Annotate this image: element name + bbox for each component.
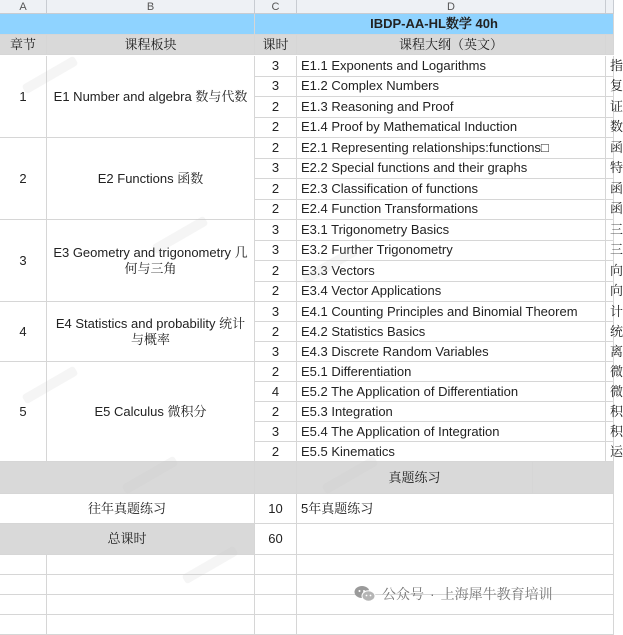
topic-name-text: E2.4 Function Transformations [301, 201, 479, 217]
sheet-title[interactable] [255, 14, 614, 35]
topic-extra-text: 函 [610, 139, 623, 155]
total-label[interactable] [0, 524, 255, 555]
empty-cell-a[interactable] [0, 595, 47, 615]
topic-extra[interactable] [606, 442, 623, 462]
column-header-d[interactable] [297, 0, 606, 14]
topic-name-text: E5.1 Differentiation [301, 363, 412, 379]
topic-name-text: E2.1 Representing relationships:functions□ [301, 139, 549, 155]
column-header-d-text: D [447, 0, 455, 13]
chapter-number-text: 4 [19, 323, 27, 339]
topic-hours[interactable] [255, 56, 297, 77]
topic-extra-text: 离 [610, 343, 623, 359]
topic-hours[interactable] [255, 302, 297, 322]
topic-name-text: E5.2 The Application of Differentiation [301, 383, 519, 399]
practice-hours[interactable] [255, 494, 297, 524]
total-label-text: 总课时 [107, 531, 147, 546]
topic-hours-text: 3 [271, 343, 280, 359]
topic-extra-text: 向 [610, 262, 623, 278]
practice-desc-text: 5年真题练习 [301, 500, 374, 516]
topic-hours[interactable] [255, 322, 297, 342]
topic-name-text: E3.3 Vectors [301, 262, 375, 278]
topic-hours-text: 2 [271, 283, 280, 299]
chapter-number[interactable] [0, 362, 47, 462]
empty-cell-b[interactable] [47, 615, 255, 635]
topic-extra-text: 指 [610, 57, 623, 73]
topic-extra[interactable] [606, 97, 623, 118]
topic-extra[interactable] [606, 282, 623, 303]
practice-label-text: 往年真题练习 [87, 500, 166, 516]
topic-extra[interactable] [606, 322, 623, 342]
header-hours-text: 课时 [262, 36, 289, 52]
topic-extra-text: 函 [610, 180, 623, 196]
chapter-module[interactable] [47, 138, 255, 220]
empty-cell-c[interactable] [255, 555, 297, 575]
column-header-a[interactable] [0, 0, 47, 14]
empty-cell-b[interactable] [47, 555, 255, 575]
total-rest[interactable] [297, 524, 614, 555]
empty-cell-a[interactable] [0, 615, 47, 635]
topic-name-text: E3.4 Vector Applications [301, 283, 442, 299]
topic-hours-text: 2 [271, 443, 280, 459]
topic-name[interactable] [297, 97, 606, 118]
chapter-module-text: E5 Calculus 微积分 [94, 403, 207, 419]
section-left[interactable] [0, 462, 255, 494]
topic-extra-text: 函 [610, 201, 623, 217]
topic-extra-text: 向 [610, 283, 623, 299]
topic-hours[interactable] [255, 261, 297, 282]
header-module[interactable] [47, 35, 255, 55]
topic-hours[interactable] [255, 200, 297, 221]
topic-name[interactable] [297, 302, 606, 322]
topic-hours-text: 2 [271, 201, 280, 217]
chapter-module-text: E4 Statistics and probability 统计与概率 [55, 315, 246, 347]
topic-name[interactable] [297, 402, 606, 422]
chapter-number-text: 1 [19, 88, 27, 104]
topic-name-text: E1.4 Proof by Mathematical Induction [301, 119, 518, 135]
topic-name-text: E2.3 Classification of functions [301, 180, 479, 196]
topic-name-text: E5.3 Integration [301, 403, 393, 419]
topic-hours-text: 2 [271, 119, 280, 135]
topic-hours[interactable] [255, 442, 297, 462]
footer-name: 上海犀牛教育培训 [440, 586, 553, 602]
topic-name[interactable] [297, 422, 606, 442]
chapter-module-text: E1 Number and algebra 数与代数 [53, 88, 248, 104]
topic-extra-text: 微 [610, 363, 623, 379]
column-header-c-text: C [271, 0, 280, 13]
topic-extra[interactable] [606, 241, 623, 262]
header-chapter-text: 章节 [9, 36, 36, 52]
topic-extra-text: 积 [610, 423, 623, 439]
chapter-module[interactable] [47, 56, 255, 138]
topic-name[interactable] [297, 382, 606, 402]
topic-hours-text: 3 [271, 160, 280, 176]
empty-cell-d[interactable] [297, 615, 614, 635]
total-hours[interactable] [255, 524, 297, 555]
topic-name-text: E3.1 Trigonometry Basics [301, 221, 450, 237]
topic-hours-text: 3 [271, 423, 280, 439]
topic-hours-text: 2 [271, 363, 280, 379]
empty-cell-c[interactable] [255, 615, 297, 635]
topic-name-text: E1.1 Exponents and Logarithms [301, 57, 487, 73]
topic-name-text: E4.2 Statistics Basics [301, 323, 426, 339]
section-mid[interactable] [255, 462, 297, 494]
column-header-c[interactable] [255, 0, 297, 14]
topic-name[interactable] [297, 179, 606, 200]
topic-hours[interactable] [255, 138, 297, 159]
empty-cell-c[interactable] [255, 595, 297, 615]
topic-name[interactable] [297, 442, 606, 462]
column-header-b[interactable] [47, 0, 255, 14]
topic-name[interactable] [297, 138, 606, 159]
topic-hours-text: 3 [271, 221, 280, 237]
section-title-text: 真题练习 [388, 469, 441, 485]
footer-prefix: 公众号 [382, 586, 424, 602]
topic-hours-text: 2 [271, 262, 280, 278]
topic-extra[interactable] [606, 362, 623, 382]
topic-hours[interactable] [255, 159, 297, 180]
topic-extra[interactable] [606, 422, 623, 442]
chapter-number-text: 2 [19, 170, 27, 186]
topic-hours-text: 3 [271, 78, 280, 94]
topic-extra-text: 三 [610, 221, 623, 237]
chapter-module[interactable] [47, 362, 255, 462]
topic-hours[interactable] [255, 118, 297, 139]
topic-extra-text: 数 [610, 119, 623, 135]
empty-cell-a[interactable] [0, 575, 47, 595]
chapter-module[interactable] [47, 220, 255, 302]
topic-hours-text: 3 [271, 242, 280, 258]
topic-name[interactable] [297, 282, 606, 303]
chapter-module-text: E2 Functions 函数 [97, 170, 204, 186]
topic-name[interactable] [297, 261, 606, 282]
chapter-number-text: 3 [19, 252, 27, 268]
chapter-module[interactable] [47, 302, 255, 362]
topic-hours-text: 2 [271, 98, 280, 114]
chapter-number[interactable] [0, 56, 47, 138]
total-hours-text: 60 [268, 531, 283, 546]
topic-name[interactable] [297, 241, 606, 262]
topic-extra-text: 统 [610, 323, 623, 339]
chapter-number[interactable] [0, 302, 47, 362]
topic-extra[interactable] [606, 261, 623, 282]
topic-hours-text: 3 [271, 303, 280, 319]
topic-hours[interactable] [255, 220, 297, 241]
topic-extra[interactable] [606, 56, 623, 77]
section-title[interactable] [297, 462, 533, 494]
topic-hours[interactable] [255, 362, 297, 382]
chapter-number[interactable] [0, 220, 47, 302]
topic-name[interactable] [297, 200, 606, 221]
topic-extra-text: 微 [610, 383, 623, 399]
header-outline[interactable] [297, 35, 606, 55]
topic-name-text: E5.4 The Application of Integration [301, 423, 500, 439]
footer-watermark [354, 584, 553, 604]
topic-hours[interactable] [255, 402, 297, 422]
topic-name-text: E2.2 Special functions and their graphs [301, 160, 528, 176]
footer-dot: · [430, 586, 435, 602]
topic-name[interactable] [297, 77, 606, 98]
topic-extra[interactable] [606, 302, 623, 322]
chapter-number[interactable] [0, 138, 47, 220]
topic-name[interactable] [297, 220, 606, 241]
chapter-number-text: 5 [19, 403, 27, 419]
column-header-e[interactable] [606, 0, 614, 14]
topic-extra[interactable] [606, 200, 623, 221]
header-module-text: 课程板块 [124, 36, 177, 52]
topic-extra-text: 复 [610, 78, 623, 94]
empty-cell-b[interactable] [47, 575, 255, 595]
empty-cell-d[interactable] [297, 555, 614, 575]
topic-name-text: E1.3 Reasoning and Proof [301, 98, 454, 114]
topic-hours[interactable] [255, 342, 297, 362]
topic-extra-text: 三 [610, 242, 623, 258]
topic-extra-text: 特 [610, 160, 623, 176]
section-right[interactable] [533, 462, 614, 494]
topic-extra[interactable] [606, 220, 623, 241]
column-header-b-text: B [146, 0, 155, 13]
topic-name-text: E3.2 Further Trigonometry [301, 242, 453, 258]
topic-name[interactable] [297, 342, 606, 362]
topic-extra[interactable] [606, 402, 623, 422]
topic-extra[interactable] [606, 342, 623, 362]
topic-hours[interactable] [255, 179, 297, 200]
chapter-module-text: E3 Geometry and trigonometry 几何与三角 [53, 244, 248, 276]
topic-hours-text: 2 [271, 403, 280, 419]
empty-cell-b[interactable] [47, 595, 255, 615]
empty-cell-c[interactable] [255, 575, 297, 595]
practice-hours-text: 10 [268, 500, 283, 516]
topic-extra[interactable] [606, 179, 623, 200]
topic-name[interactable] [297, 362, 606, 382]
topic-hours[interactable] [255, 97, 297, 118]
topic-extra-text: 计 [610, 303, 623, 319]
title-bar-left[interactable] [0, 14, 255, 35]
topic-name[interactable] [297, 118, 606, 139]
topic-extra-text: 积 [610, 403, 623, 419]
header-extra[interactable] [606, 35, 614, 55]
topic-hours[interactable] [255, 77, 297, 98]
header-chapter[interactable] [0, 35, 47, 55]
topic-hours-text: 2 [271, 323, 280, 339]
topic-extra[interactable] [606, 118, 623, 139]
topic-extra-text: 证 [610, 98, 623, 114]
topic-name-text: E4.1 Counting Principles and Binomial Theorem [301, 303, 578, 319]
header-outline-text: 课程大纲（英文） [398, 36, 503, 52]
topic-name[interactable] [297, 56, 606, 77]
topic-extra[interactable] [606, 159, 623, 180]
topic-hours[interactable] [255, 382, 297, 402]
topic-name[interactable] [297, 322, 606, 342]
topic-hours[interactable] [255, 241, 297, 262]
practice-label[interactable] [0, 494, 255, 524]
topic-name[interactable] [297, 159, 606, 180]
topic-name-text: E4.3 Discrete Random Variables [301, 343, 489, 359]
topic-hours-text: 3 [271, 57, 280, 73]
empty-cell-a[interactable] [0, 555, 47, 575]
column-header-a-text: A [19, 0, 27, 13]
practice-desc[interactable] [297, 494, 614, 524]
sheet-title-text: IBDP-AA-HL数学 40h [370, 16, 498, 31]
topic-extra[interactable] [606, 382, 623, 402]
topic-name-text: E1.2 Complex Numbers [301, 78, 439, 94]
topic-hours-text: 2 [271, 180, 280, 196]
topic-hours[interactable] [255, 282, 297, 303]
wechat-icon [354, 585, 376, 603]
topic-extra-text: 运 [610, 443, 623, 459]
topic-hours-text: 2 [271, 139, 280, 155]
topic-hours-text: 4 [271, 383, 280, 399]
header-hours[interactable] [255, 35, 297, 55]
topic-name-text: E5.5 Kinematics [301, 443, 395, 459]
topic-extra[interactable] [606, 77, 623, 98]
topic-extra[interactable] [606, 138, 623, 159]
topic-hours[interactable] [255, 422, 297, 442]
